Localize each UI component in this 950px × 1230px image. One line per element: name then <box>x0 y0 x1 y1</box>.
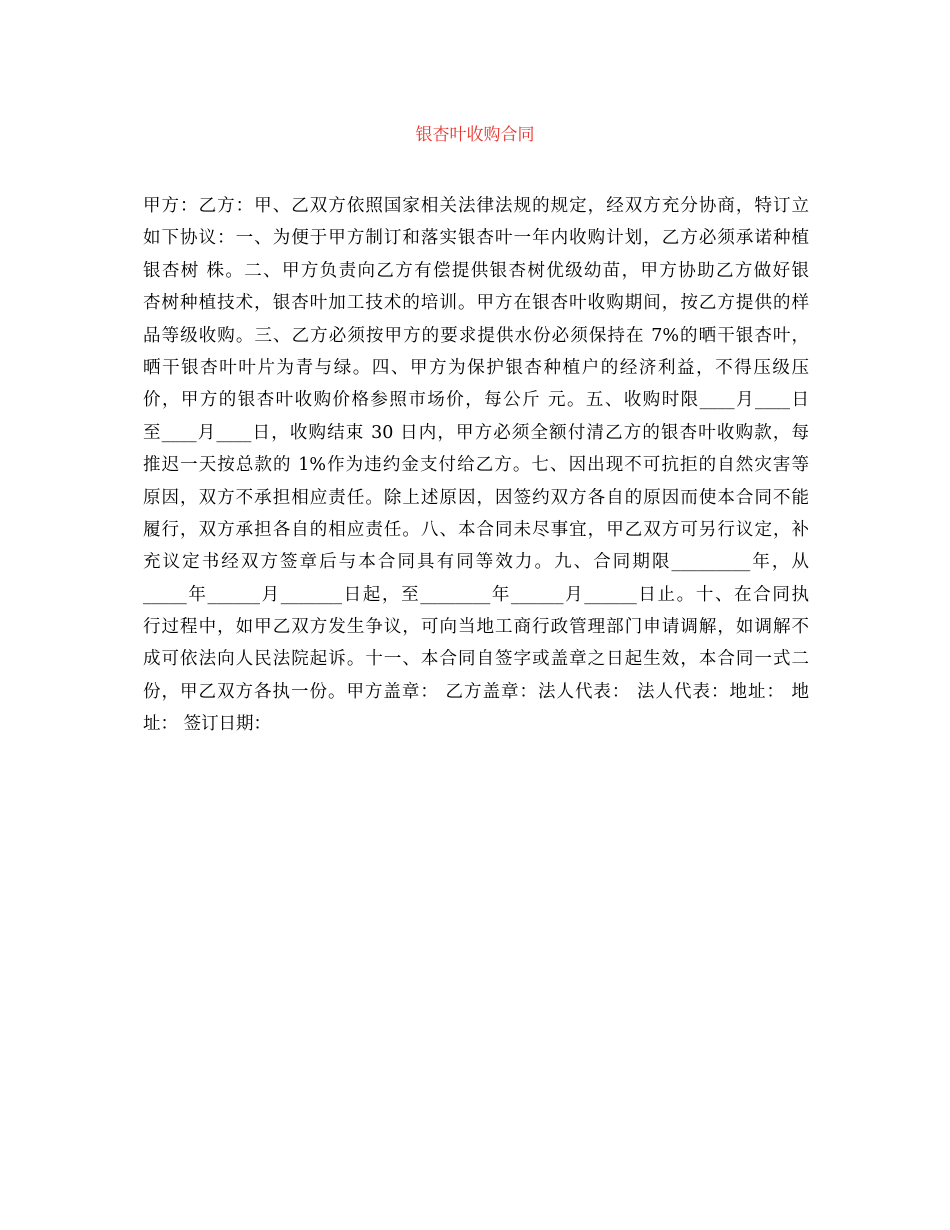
body-line: 如下协议：一、为便于甲方制订和落实银杏叶一年内收购计划，乙方必须承诺种植 <box>143 228 809 249</box>
body-line: 推迟一天按总款的 1%作为违约金支付给乙方。七、因出现不可抗拒的自然灾害等 <box>143 455 809 476</box>
body-line: 成可依法向人民法院起诉。十一、本合同自签字或盖章之日起生效，本合同一式二 <box>143 649 809 670</box>
body-line: 甲方：乙方：甲、乙双方依照国家相关法律法规的规定，经双方充分协商，特订立 <box>143 196 809 216</box>
body-line-last: 址： 签订日期： <box>143 714 272 735</box>
body-line: _____年______月_______日起，至________年______月______日止。十、在合同执 <box>143 584 809 605</box>
document-title: 银杏叶收购合同 <box>415 125 535 145</box>
body-line: 品等级收购。三、乙方必须按甲方的要求提供水份必须保持在 7%的晒干银杏叶， <box>143 325 809 346</box>
body-line: 杏树种植技术，银杏叶加工技术的培训。甲方在银杏叶收购期间，按乙方提供的样 <box>143 293 809 314</box>
body-line: 充议定书经双方签章后与本合同具有同等效力。九、合同期限_________年，从 <box>143 552 809 573</box>
body-line: 履行，双方承担各自的相应责任。八、本合同未尽事宜，甲乙双方可另行议定，补 <box>143 519 809 540</box>
body-line: 行过程中，如甲乙双方发生争议，可向当地工商行政管理部门申请调解，如调解不 <box>143 617 809 638</box>
body-line: 晒干银杏叶叶片为青与绿。四、甲方为保护银杏种植户的经济利益，不得压级压 <box>143 357 809 378</box>
body-line: 份，甲乙双方各执一份。甲方盖章： 乙方盖章：法人代表： 法人代表：地址： 地 <box>143 681 809 702</box>
body-line: 至____月____日，收购结束 30 日内，甲方必须全额付清乙方的银杏叶收购款，每 <box>143 422 809 443</box>
body-line: 价，甲方的银杏叶收购价格参照市场价，每公斤 元。五、收购时限____月____日 <box>143 390 809 411</box>
document-body <box>143 190 809 741</box>
body-line: 银杏树 株。二、甲方负责向乙方有偿提供银杏树优级幼苗，甲方协助乙方做好银 <box>143 260 809 281</box>
body-line: 原因，双方不承担相应责任。除上述原因，因签约双方各自的原因而使本合同不能 <box>143 487 809 508</box>
